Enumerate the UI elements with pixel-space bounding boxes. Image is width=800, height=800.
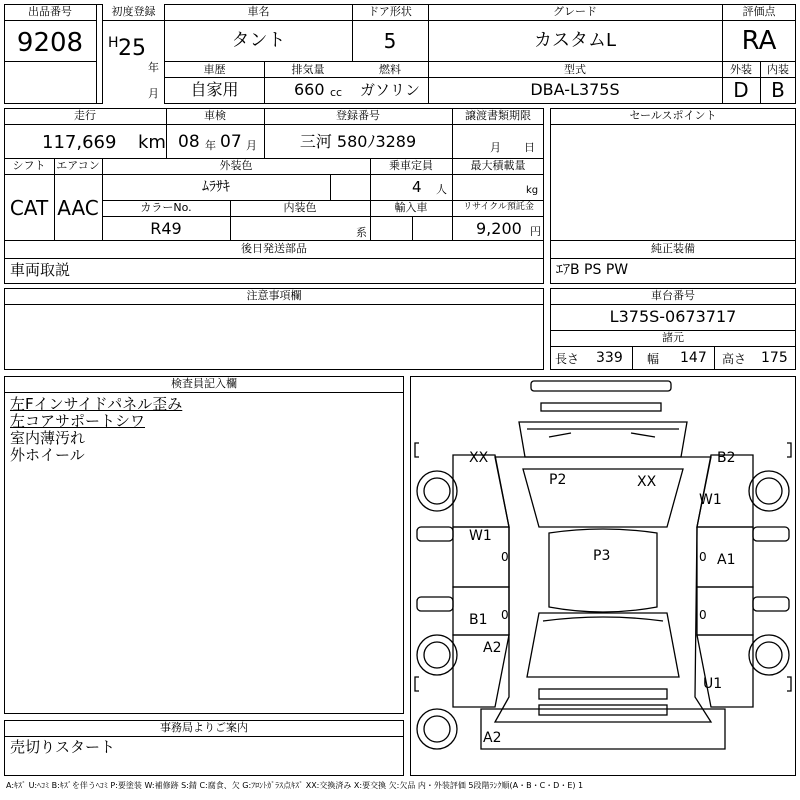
plate-label: 登録番号 (336, 109, 380, 122)
mark-u1: U1 (703, 676, 723, 692)
door-label: ドア形状 (368, 5, 412, 18)
max-load-label: 最大積載量 (470, 159, 526, 172)
inspector-note: 室内薄汚れ (10, 429, 86, 447)
mark-zero: 0 (501, 550, 509, 564)
inspection-year: 08 (178, 132, 200, 152)
import-label: 輸入車 (394, 201, 428, 214)
history-label: 車歴 (203, 63, 226, 76)
mark-p3: P3 (593, 548, 611, 564)
height: 175 (761, 350, 788, 366)
month-unit: 月 (148, 87, 159, 100)
transfer-day-unit: 日 (524, 141, 535, 154)
mileage-unit: km (138, 132, 166, 153)
model-label: 型式 (564, 63, 586, 76)
model-code: DBA-L375S (530, 80, 620, 99)
mark-w1-right: W1 (699, 492, 722, 508)
inspector-label: 検査員記入欄 (171, 377, 237, 390)
mark-a1: A1 (717, 552, 736, 568)
shift-label: シフト (12, 159, 46, 172)
fuel-label: 燃料 (379, 63, 401, 76)
later-parts: 車両取説 (10, 261, 71, 279)
mark-xx-left: XX (469, 450, 489, 466)
lot-number: 9208 (16, 28, 84, 58)
car-outline (411, 377, 795, 775)
year-unit: 年 (148, 61, 159, 74)
equipment-label: 純正装備 (651, 242, 695, 255)
displacement-unit: cc (330, 86, 343, 99)
inspector-note: 外ホイール (10, 446, 85, 464)
lot-number-label: 出品番号 (28, 5, 72, 18)
grade-label: グレード (553, 5, 597, 18)
shift: CAT (9, 196, 49, 220)
inspection-month-unit: 月 (246, 139, 257, 152)
damage-diagram (410, 376, 796, 776)
mark-a2-bottom: A2 (483, 730, 502, 746)
sales-point-label: セールスポイント (629, 109, 717, 122)
first-registration-label: 初度登録 (111, 5, 156, 18)
displacement: 660 (294, 80, 325, 99)
width-label: 幅 (647, 352, 660, 366)
max-load-unit: kg (526, 185, 539, 196)
caution-label: 注意事項欄 (246, 289, 302, 302)
overall-score: RA (741, 26, 777, 56)
office-label: 事務局よりご案内 (160, 721, 248, 734)
mark-zero: 0 (699, 550, 707, 564)
grade: カスタムL (533, 30, 617, 51)
mileage-label: 走行 (74, 109, 96, 122)
capacity-unit: 人 (436, 183, 447, 196)
recycle-label: リサイクル預託金 (463, 202, 534, 212)
length-label: 長さ (555, 352, 580, 366)
recycle-fee: 9,200 (476, 219, 522, 238)
mark-zero: 0 (501, 608, 509, 622)
mark-p2: P2 (549, 472, 567, 488)
displacement-label: 排気量 (291, 63, 325, 76)
vehicle-history: 自家用 (190, 80, 239, 99)
aircon: AAC (57, 196, 99, 220)
registration-year: 25 (118, 36, 146, 61)
interior-color-label: 内装色 (283, 201, 317, 214)
dimensions-label: 諸元 (662, 331, 684, 344)
mileage: 117,669 (42, 132, 117, 153)
mark-w1-left: W1 (469, 528, 492, 544)
mark-zero: 0 (699, 608, 707, 622)
inspection-month: 07 (220, 132, 242, 152)
inspector-note: 左Fインサイドパネル歪み (10, 395, 183, 413)
equipment: ｴｱB PS PW (556, 262, 629, 278)
color-no-label: カラーNo. (140, 201, 192, 214)
mark-b2: B2 (717, 450, 736, 466)
inspection-year-unit: 年 (205, 139, 216, 152)
car-name: タント (231, 30, 286, 51)
exterior-color-label: 外装色 (219, 159, 253, 172)
mark-b1: B1 (469, 612, 488, 628)
later-parts-label: 後日発送部品 (241, 242, 307, 255)
color-no: R49 (150, 219, 182, 238)
legend: A:ｷｽﾞ U:ﾍｺﾐ B:ｷｽﾞを伴うﾍｺﾐ P:要塗装 W:補修跡 S:錆 C:腐食、欠 G:ﾌﾛﾝﾄｶﾞﾗｽ点ｷｽﾞ XX:交換済み X:要交換 欠:欠品 内・外装評価 5段階ﾗﾝｸ順(A・B・C・D・E) 1 (6, 781, 584, 790)
inspector-note: 左コアサポートシワ (10, 412, 146, 430)
era-mark: H (108, 35, 119, 51)
width: 147 (680, 350, 707, 366)
height-label: 高さ (722, 352, 747, 366)
recycle-unit: 円 (530, 225, 541, 238)
exterior-label: 外装 (730, 63, 752, 76)
mark-xx-right: XX (637, 474, 657, 490)
fuel: ガソリン (359, 81, 420, 99)
office-message: 売切りスタート (10, 738, 116, 756)
mark-a2-left: A2 (483, 640, 502, 656)
inspection-label: 車検 (204, 109, 226, 122)
aircon-label: エアコン (56, 159, 100, 172)
score-label: 評価点 (742, 5, 776, 18)
exterior-color: ﾑﾗｻｷ (202, 179, 230, 195)
chassis-number: L375S-0673717 (609, 307, 737, 326)
chassis-label: 車台番号 (651, 289, 695, 302)
plate-number: 三河 580ﾉ3289 (299, 132, 417, 151)
capacity-label: 乗車定員 (389, 159, 433, 172)
transfer-deadline-label: 譲渡書類期限 (465, 109, 531, 122)
car-name-label: 車名 (247, 5, 270, 18)
door-count: 5 (383, 29, 397, 53)
length: 339 (596, 350, 623, 366)
exterior-grade: D (733, 78, 749, 102)
interior-grade: B (771, 78, 785, 102)
transfer-month-unit: 月 (490, 141, 501, 154)
interior-label: 内装 (767, 63, 789, 76)
capacity: 4 (412, 178, 422, 196)
interior-color-unit: 系 (356, 226, 367, 239)
